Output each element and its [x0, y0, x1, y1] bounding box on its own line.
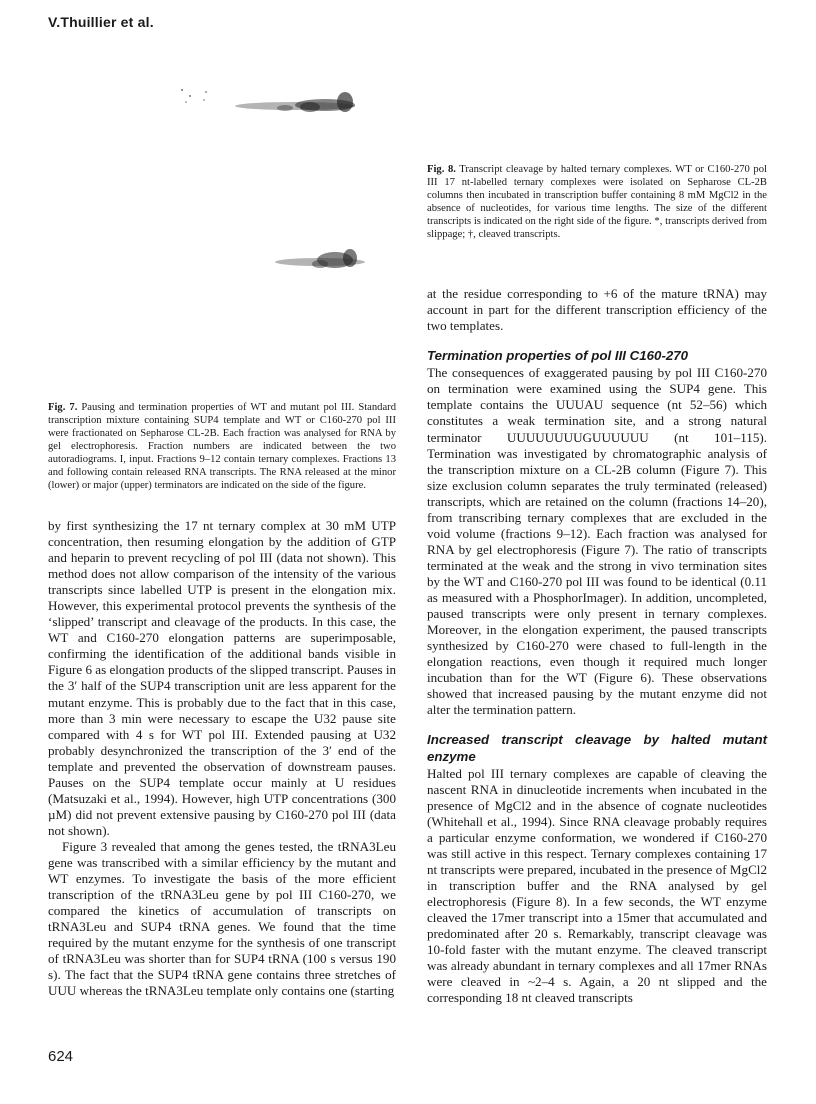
paragraph: Halted pol III ternary complexes are capable of cleaving the nascent RNA in dinucleotide increments when incubated in the presence of MgCl2 and in the absence of cognate nucleotides (Whitehall et al., 1994). Since RNA cleavage probably requires a particular enzyme conformation, we wondered if C160-270 was still active in this respect. Ternary complexes containing 17 nt transcripts were prepared, incubated in the presence of MgCl2 in transcription buffer and the RNA analysed by gel electrophoresis (Figure 8). In a few seconds, the WT enzyme cleaved the 17mer transcript into a 15mer that accumulated and predominated after 20 s. Remarkably, transcript cleavage was 10-fold faster with the mutant enzyme. The cleaved transcript was already abundant in ternary complexes and all 17mer RNAs were cleaved in ~2–4 s. Again, a 20 nt slipped and the corresponding 18 nt cleaved transcripts [427, 765, 767, 1006]
figure-8-gel-image [160, 80, 420, 290]
paragraph: by first synthesizing the 17 nt ternary complex at 30 mM UTP concentration, then resuming elongation by the addition of GTP and heparin to prevent recycling of pol III (data not shown). This method does not allow comparison of the intensity of the various transcripts since labelled UTP is present in the elongation mix. However, this experimental protocol prevents the synthesis of the ‘slipped’ transcript and cleavage of the products. In this case, the WT and C160-270 elongation patterns are superimposable, confirming the identification of the additional bands visible in Figure 6 as elongation products of the slipped transcript. Pauses in the 3′ half of the SUP4 transcription unit are less apparent for the mutant enzyme. This is probably due to the fact that in this case, more than 3 min were necessary to escape the U32 pause site compared with 4 s for WT pol III. Extended pausing at U32 probably desynchronized the transcription of the 3′ end of the template and prevented the observation of downstream pauses. Pauses on the SUP4 template occur mainly at U residues (Matsuzaki et al., 1994). However, high UTP concentrations (300 µM) did not prevent extensive pausing by C160-270 pol III (data not shown). [48, 518, 397, 838]
paragraph: at the residue corresponding to +6 of the mature tRNA) may account in part for the different transcription efficiency of the two templates. [427, 286, 767, 334]
left-column [48, 518, 396, 999]
figure-8-caption: Fig. 8. Transcript cleavage by halted ternary complexes. WT or C160-270 pol III 17 nt-labelled ternary complexes were isolated on Sepharose CL-2B columns then incubated in transcription buffer containing 8 mM MgCl2 in the absence of nucleotides, for various time lengths. The size of the different transcripts is indicated on the right side of the figure. *, transcripts derived from slippage; †, cleaved transcripts. [427, 164, 767, 240]
section-heading: Termination properties of pol III C160-270 [427, 348, 689, 364]
gel-band-row-lower [275, 249, 365, 268]
figure-7-caption: Fig. 7. Pausing and termination properties of WT and mutant pol III. Standard transcription mixture containing SUP4 template and WT or C160-270 pol III were fractionated on Sepharose CL-2B. Each fraction was analysed for RNA by gel electrophoresis. Fraction numbers are indicated between the two autoradiograms. I, input. Fractions 9–12 contain ternary complexes. Fractions 13 and following contain released RNA transcripts. The RNA released at the minor (lower) or major (upper) terminators are indicated on the side of the figure. [48, 402, 396, 491]
paragraph: The consequences of exaggerated pausing by pol III C160-270 on termination were examined using the SUP4 gene. This template contains the UUUAU sequence (nt 52–56) which constitutes a weak termination site, and a strong natural terminator UUUUUUUUGUUUUUU (nt 101–115). Termination was investigated by chromatographic analysis of the transcription mixture on a CL-2B column (Figure 7). This size exclusion column separates the truly terminated (released) transcripts, which are retained on the column (fractions 14–20), from transcribing ternary complexes that are excluded in the void volume (fractions 9–12). Each fraction was analysed for RNA by gel electrophoresis (Figure 7). The ratio of transcripts terminated at the weak and the strong in vivo termination sites by the WT and C160-270 pol III was found to be identical (0.11 as measured with a PhosphorImager). In addition, uncompleted, paused transcripts were only present in ternary complexes. Moreover, in the elongation experiment, the paused transcripts synthesized by C160-270 were chased to full-length in the elongation reactions, even though it required much longer incubation than for the WT (Figure 6). These observations showed that increased pausing by the mutant enzyme did not alter the termination pattern. [427, 365, 767, 718]
running-header: V.Thuillier et al. [48, 14, 154, 30]
gel-band-row-upper [235, 92, 355, 112]
page-number: 624 [48, 1048, 74, 1065]
right-column [427, 286, 767, 1006]
section-heading: Increased transcript cleavage by halted mutant enzyme [427, 732, 767, 764]
paragraph: Figure 3 revealed that among the genes tested, the tRNA3Leu gene was transcribed with a similar efficiency by the mutant and WT enzymes. To investigate the basis of the more efficient transcription of the tRNA3Leu gene by pol III C160-270, we compared the kinetics of accumulation of transcripts on tRNA3Leu and SUP4 tRNA genes. We found that the time required by the mutant enzyme for the synthesis of one transcript of tRNA3Leu was shorter than for SUP4 tRNA (100 s versus 190 s). The fact that the SUP4 tRNA gene contains three stretches of UUU whereas the tRNA3Leu template only contains one (starting [48, 838, 396, 999]
